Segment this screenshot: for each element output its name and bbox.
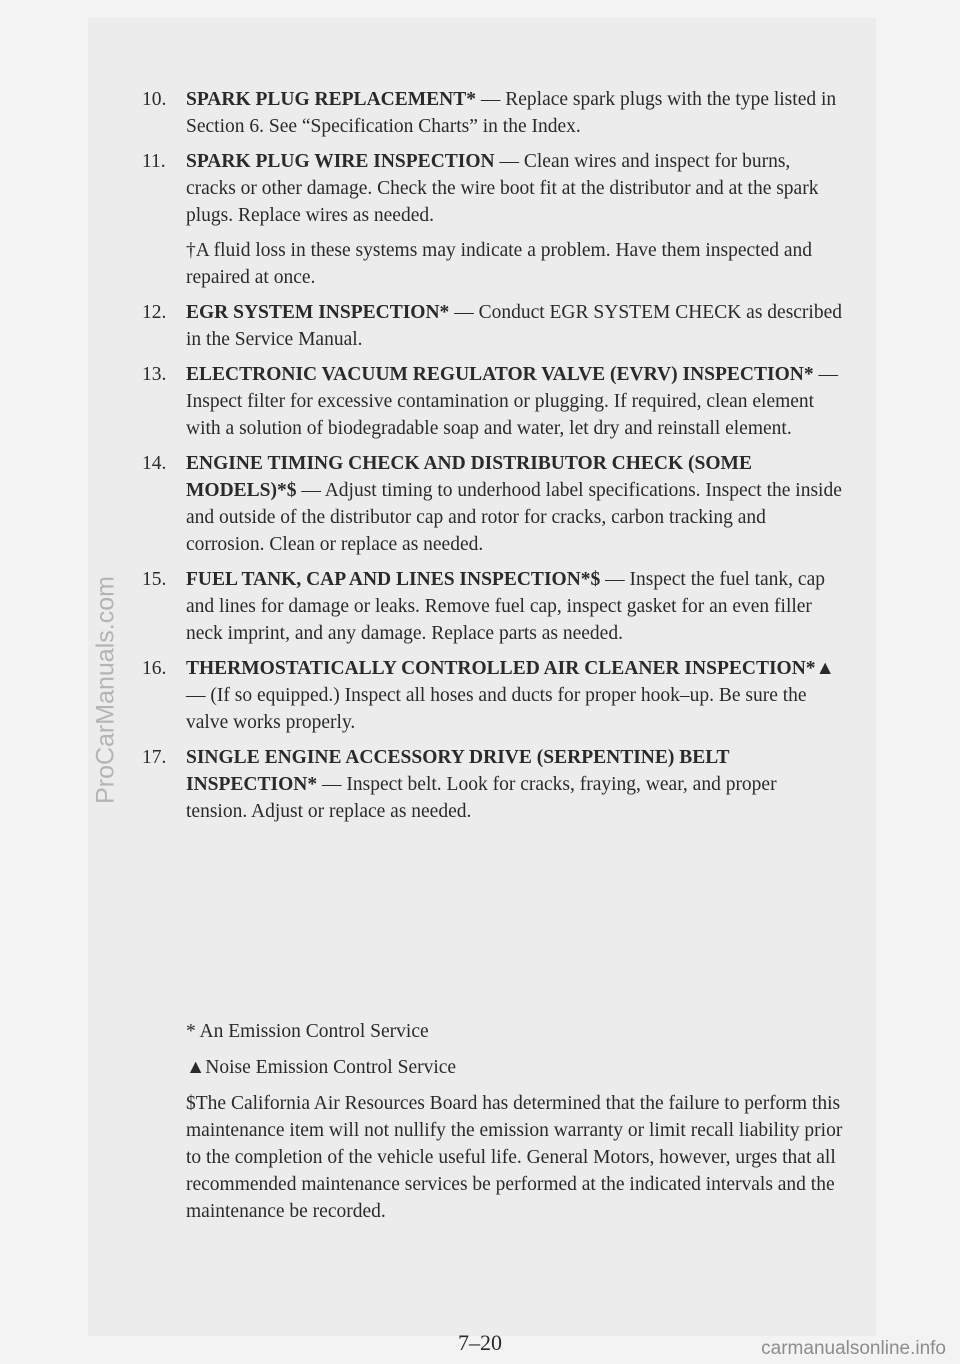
item-text: — Clean wires and inspect for burns, cracks or other damage. Check the wire boot fit at the distributor and at the spark plugs. Replace wires as needed. [186, 151, 819, 226]
item-title: ENGINE TIMING CHECK AND DISTRIBUTOR CHECK (SOME MODELS)*$ [186, 453, 752, 501]
item-number: 14. [142, 453, 167, 474]
list-item [142, 148, 842, 229]
item-title: EGR SYSTEM INSPECTION* [186, 302, 450, 323]
footer-watermark: carmanualsonline.info [761, 1338, 946, 1359]
item-number: 16. [142, 658, 167, 679]
item-text: — Conduct EGR SYSTEM CHECK as described in the Service Manual. [186, 302, 842, 350]
list-item [142, 655, 842, 736]
item-number: 17. [142, 747, 167, 768]
item-number: 10. [142, 89, 167, 110]
fluid-loss-note: †A fluid loss in these systems may indicate a problem. Have them inspected and repaired at once. [186, 240, 813, 288]
item-number: 15. [142, 569, 167, 590]
item-text: — Inspect the fuel tank, cap and lines for damage or leaks. Remove fuel cap, inspect gasket for an even filler neck imprint, and any damage. Replace parts as needed. [186, 569, 825, 644]
item-text: — Inspect belt. Look for cracks, fraying, wear, and proper tension. Adjust or replace as needed. [186, 774, 777, 822]
list-item [142, 744, 842, 825]
item-number: 12. [142, 302, 167, 323]
list-item [142, 566, 842, 647]
list-item [142, 361, 842, 442]
item-text: — Adjust timing to underhood label specifications. Inspect the inside and outside of the distributor cap and rotor for cracks, carbon tracking and corrosion. Clean or replace as needed. [186, 480, 842, 555]
item-text: — Replace spark plugs with the type listed in Section 6. See “Specification Charts” in the Index. [186, 89, 837, 137]
item-title: SPARK PLUG WIRE INSPECTION [186, 151, 495, 172]
footnotes [186, 1018, 846, 1234]
page-number: 7–20 [458, 1330, 502, 1355]
item-title: SINGLE ENGINE ACCESSORY DRIVE (SERPENTINE) BELT INSPECTION* [186, 747, 730, 795]
item-text: — Inspect filter for excessive contamination or plugging. If required, clean element with a solution of biodegradable soap and water, let dry and reinstall element. [186, 364, 838, 439]
maintenance-list [142, 86, 842, 833]
list-item [142, 299, 842, 353]
item-title: SPARK PLUG REPLACEMENT* [186, 89, 476, 110]
emission-footnote: * An Emission Control Service [186, 1021, 429, 1042]
item-title: ELECTRONIC VACUUM REGULATOR VALVE (EVRV) INSPECTION* [186, 364, 814, 385]
list-item [142, 450, 842, 558]
item-text: — (If so equipped.) Inspect all hoses and ducts for proper hook–up. Be sure the valve works properly. [186, 685, 807, 733]
item-title: FUEL TANK, CAP AND LINES INSPECTION*$ [186, 569, 601, 590]
list-item [142, 86, 842, 140]
item-title: THERMOSTATICALLY CONTROLLED AIR CLEANER INSPECTION*▲ [186, 658, 835, 679]
carb-footnote: $The California Air Resources Board has determined that the failure to perform this maintenance item will not nullify the emission warranty or limit recall liability prior to the completion of the vehicle useful life. General Motors, however, urges that all recommended maintenance services be performed at the indicated intervals and the maintenance be recorded. [186, 1093, 843, 1222]
site-watermark: ProCarManuals.com [91, 576, 120, 804]
noise-footnote: ▲Noise Emission Control Service [186, 1057, 457, 1078]
item-number: 11. [142, 151, 166, 172]
item-number: 13. [142, 364, 167, 385]
